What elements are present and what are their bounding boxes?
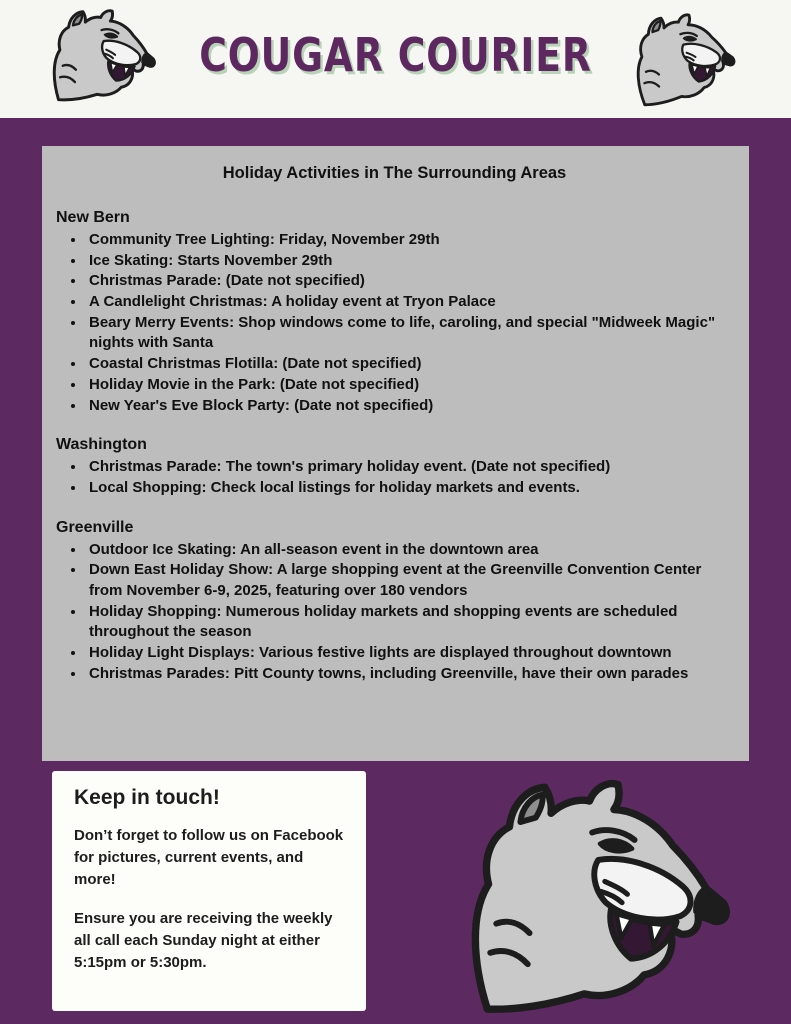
section-heading: Greenville (56, 518, 134, 536)
section-item-list (86, 540, 733, 685)
section-heading: Washington (56, 436, 147, 454)
activities-section (56, 436, 733, 498)
activity-item: • Holiday Movie in the Park: (Date not specified) (86, 375, 733, 396)
masthead (0, 0, 791, 118)
section-heading: New Bern (56, 209, 130, 226)
activity-item: • Christmas Parade: (Date not specified) (86, 271, 733, 292)
cougar-head-footer-icon (436, 755, 758, 1024)
activity-item: • A Candlelight Christmas: A holiday event at Tryon Palace (86, 292, 733, 313)
activities-sections (56, 209, 733, 684)
activity-item: • Outdoor Ice Skating: An all-season event in the downtown area (86, 540, 733, 561)
activity-item: • Beary Merry Events: Shop windows come to life, caroling, and special "Midweek Magic" nights with Santa (86, 313, 733, 354)
keep-in-touch-card (52, 771, 366, 1011)
activity-item: • Ice Skating: Starts November 29th (86, 251, 733, 272)
section-item-list (86, 230, 733, 416)
activity-item: • Local Shopping: Check local listings for holiday markets and events. (86, 478, 733, 499)
keep-in-touch-title: Keep in touch! (74, 786, 220, 809)
newsletter-title: COUGAR COURIER (199, 28, 592, 82)
activity-item: • Holiday Light Displays: Various festive lights are displayed throughout downtown (86, 643, 733, 664)
activity-item: • New Year's Eve Block Party: (Date not specified) (86, 396, 733, 417)
activity-item: • Christmas Parades: Pitt County towns, including Greenville, have their own parades (86, 664, 733, 685)
section-item-list (86, 457, 733, 498)
activity-item: • Community Tree Lighting: Friday, November 29th (86, 230, 733, 251)
activity-item: • Christmas Parade: The town's primary holiday event. (Date not specified) (86, 457, 733, 478)
activity-item: • Down East Holiday Show: A large shopping event at the Greenville Convention Center from November 6-9, 2025, featuring over 180 vendors (86, 560, 733, 601)
activities-card (42, 146, 749, 761)
activity-item: • Coastal Christmas Flotilla: (Date not specified) (86, 354, 733, 375)
keep-in-touch-paragraph-allcall: Ensure you are receiving the weekly all call each Sunday night at either 5:15pm or 5:30pm. (74, 910, 333, 972)
activities-section (56, 519, 733, 685)
activities-section (56, 209, 733, 416)
activities-title: Holiday Activities in The Surrounding Areas (222, 164, 567, 182)
activity-item: • Holiday Shopping: Numerous holiday markets and shopping events are scheduled throughout the season (86, 602, 733, 643)
keep-in-touch-paragraph-facebook: Don’t forget to follow us on Facebook for pictures, current events, and more! (74, 827, 344, 889)
